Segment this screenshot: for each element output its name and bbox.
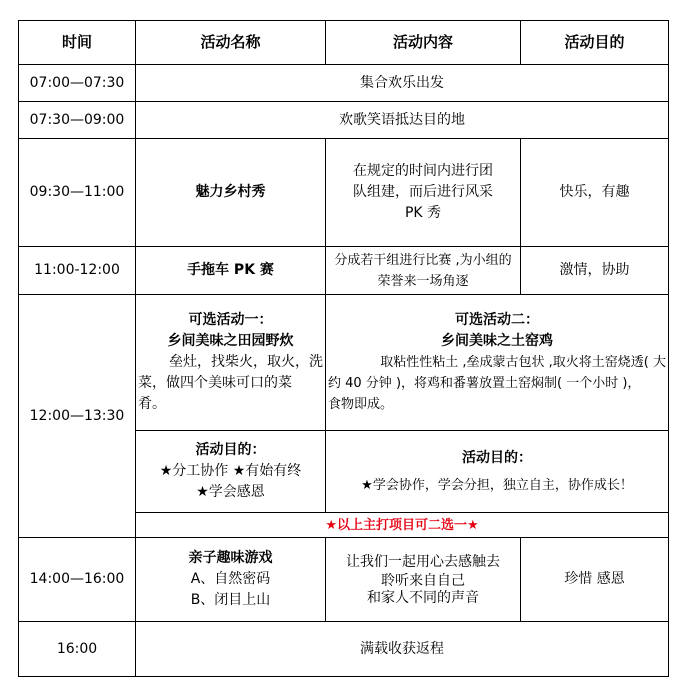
content-line: 队组建，而后进行风采 — [353, 184, 493, 200]
goal-text: ★学会协作，学会分担，独立自主，协作成长！ — [361, 477, 633, 493]
row-activity: 集合欢乐出发 — [136, 65, 669, 102]
table-row — [19, 538, 669, 622]
row-activity: 欢歌笑语抵达目的地 — [136, 102, 669, 139]
content-line: 聆听来自自己 — [381, 573, 465, 589]
option-one-goal — [136, 431, 326, 513]
row-time: 14:00—16:00 — [19, 538, 136, 622]
header-time: 时间 — [19, 21, 136, 65]
content-line: 分成若干组进行比赛 ,为小组的 — [334, 252, 512, 268]
activity-name: 亲子趣味游戏 — [188, 550, 273, 566]
option-desc: 约 40 分钟 )，将鸡和番薯放置土窑焖制( 一个小时 )， — [328, 376, 641, 391]
activity-goal: 珍惜 感恩 — [521, 538, 669, 622]
table-row — [19, 622, 669, 677]
row-time: 16:00 — [19, 622, 136, 677]
goal-line: ★分工协作 ★有始有终 — [159, 463, 302, 479]
table-row — [19, 102, 669, 139]
option-title: 可选活动一： — [188, 312, 273, 328]
option-desc: 菜，做四个美味可口的菜 — [138, 375, 292, 391]
goal-title: 活动目的： — [462, 449, 532, 466]
activity-name: 魅力乡村秀 — [136, 139, 326, 247]
table-row — [19, 139, 669, 247]
goal-title: 活动目的： — [195, 442, 266, 458]
option-subtitle: 乡间美味之田园野炊 — [167, 333, 294, 349]
activity-goal: 激情，协助 — [521, 247, 669, 295]
option-desc: 食物即成。 — [328, 397, 394, 412]
row-time: 07:30—09:00 — [19, 102, 136, 139]
choice-note: ★以上主打项目可二选一★ — [136, 513, 669, 538]
option-desc: 垒灶，找柴火，取火，洗 — [169, 354, 323, 370]
option-one — [136, 295, 326, 431]
option-two — [326, 295, 669, 431]
row-time: 09:30—11:00 — [19, 139, 136, 247]
content-line: PK 秀 — [404, 205, 442, 221]
goal-line: ★学会感恩 — [196, 484, 265, 500]
schedule-table — [18, 20, 669, 677]
activity-goal: 快乐，有趣 — [521, 139, 669, 247]
header-content: 活动内容 — [326, 21, 521, 65]
content-line: 和家人不同的声音 — [367, 590, 479, 606]
game-item: B、闭目上山 — [190, 592, 271, 608]
activity-content — [326, 139, 521, 247]
activity-name: 手拖车 PK 赛 — [136, 247, 326, 295]
option-desc: 取粘性性粘土 ,垒成蒙古包状 ,取火将土窑烧透( 大 — [380, 355, 666, 370]
option-subtitle: 乡间美味之土窑鸡 — [441, 333, 553, 349]
content-line: 让我们一起用心去感触去 — [346, 554, 500, 570]
table-row — [19, 295, 669, 431]
option-two-goal — [326, 431, 669, 513]
row-time: 12:00—13:30 — [19, 295, 136, 538]
activity-name-block — [136, 538, 326, 622]
activity-content — [326, 538, 521, 622]
option-title: 可选活动二： — [455, 312, 539, 328]
header-goal: 活动目的 — [521, 21, 669, 65]
game-item: A、自然密码 — [190, 571, 271, 587]
option-desc: 肴。 — [138, 396, 166, 412]
header-name: 活动名称 — [136, 21, 326, 65]
content-line: 荣誉来一场角逐 — [377, 273, 469, 289]
header-row — [19, 21, 669, 65]
activity-content — [326, 247, 521, 295]
row-time: 11:00-12:00 — [19, 247, 136, 295]
row-activity: 满载收获返程 — [136, 622, 669, 677]
table-row — [19, 65, 669, 102]
row-time: 07:00—07:30 — [19, 65, 136, 102]
content-line: 在规定的时间内进行团 — [353, 163, 493, 179]
table-row — [19, 247, 669, 295]
